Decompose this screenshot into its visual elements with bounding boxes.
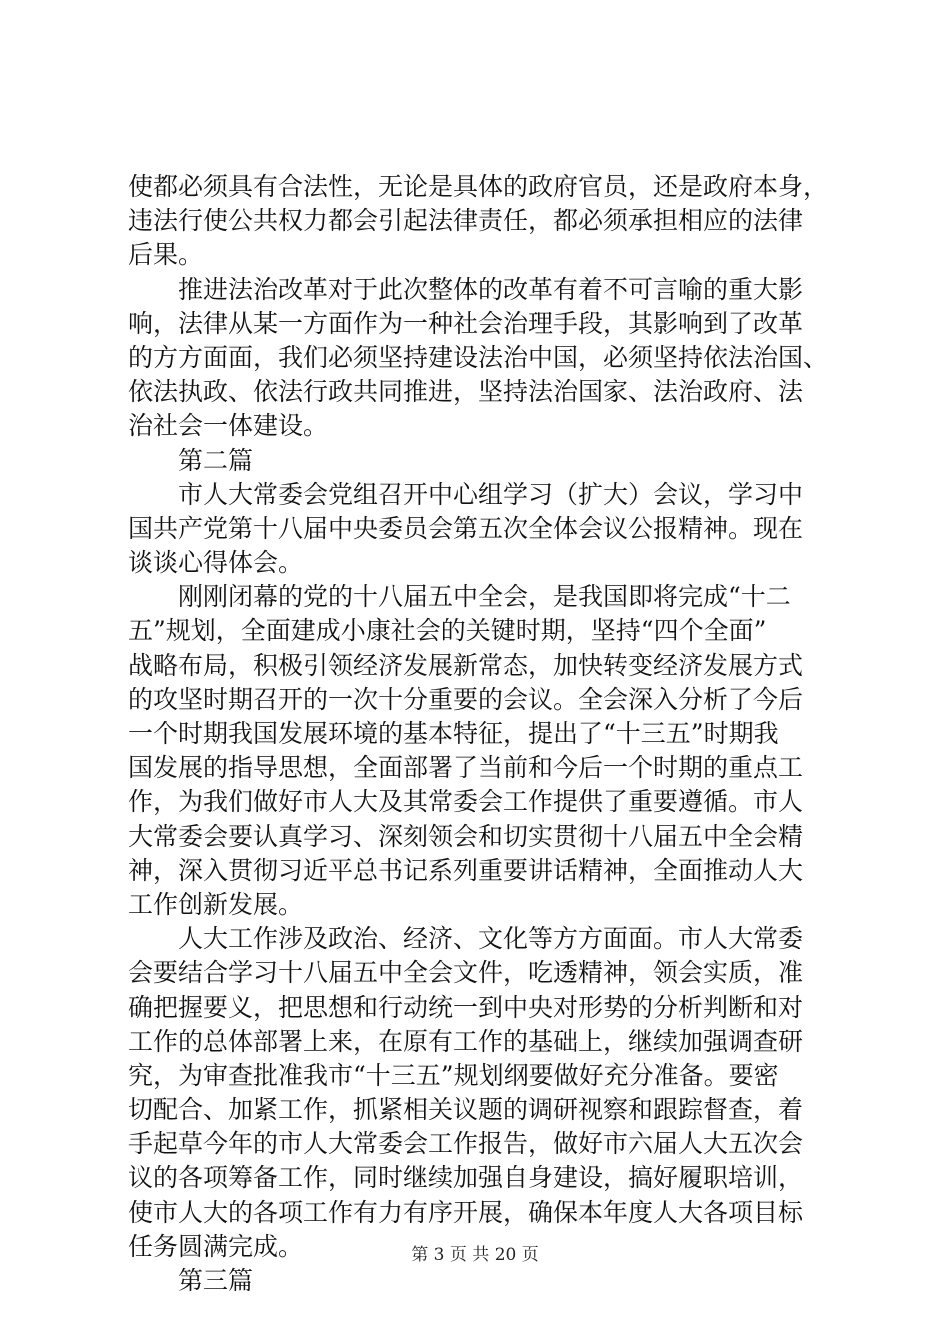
text-line: 治社会一体建设。 — [128, 411, 329, 441]
text-line: 后果。 — [128, 240, 204, 270]
page-footer: 第 3 页 共 20 页 — [411, 1245, 539, 1265]
text-line: 的攻坚时期召开的一次十分重要的会议。全会深入分析了今后 — [128, 684, 804, 714]
text-line: 战略布局，积极引领经济发展新常态，加快转变经济发展方式 — [128, 650, 804, 680]
text-line: 工作创新发展。 — [128, 889, 304, 919]
text-line: 五”规划，全面建成小康社会的关键时期，坚持“四个全面” — [128, 616, 767, 646]
text-line: 会要结合学习十八届五中全会文件，吃透精神，领会实质，准 — [128, 958, 804, 988]
text-line: 的方方面面，我们必须坚持建设法治中国，必须坚持依法治国、 — [128, 342, 829, 372]
text-line: 一个时期我国发展环境的基本特征，提出了“十三五”时期我 — [128, 719, 779, 748]
text-line: 国发展的指导思想，全面部署了当前和今后一个时期的重点工 — [128, 753, 804, 783]
document-body — [128, 170, 828, 1298]
text-line: 市人大常委会党组召开中心组学习（扩大）会议，学习中 — [178, 479, 804, 509]
text-line: 究，为审查批准我市“十三五”规划纲要做好充分准备。要密 — [128, 1060, 779, 1090]
text-line: 议的各项筹备工作，同时继续加强自身建设，搞好履职培训， — [128, 1163, 804, 1193]
text-line: 切配合、加紧工作，抓紧相关议题的调研视察和跟踪督查，着 — [128, 1095, 804, 1125]
text-line: 作，为我们做好市人大及其常委会工作提供了重要遵循。市人 — [128, 787, 804, 817]
text-line: 违法行使公共权力都会引起法律责任，都必须承担相应的法律 — [128, 206, 804, 236]
text-line: 确把握要义，把思想和行动统一到中央对形势的分析判断和对 — [128, 992, 804, 1022]
text-line: 大常委会要认真学习、深刻领会和切实贯彻十八届五中全会精 — [128, 821, 804, 851]
text-line: 刚刚闭幕的党的十八届五中全会，是我国即将完成“十二 — [178, 582, 791, 612]
text-line: 神，深入贯彻习近平总书记系列重要讲话精神，全面推动人大 — [128, 855, 804, 885]
text-line: 手起草今年的市人大常委会工作报告，做好市六届人大五次会 — [128, 1129, 804, 1159]
text-line: 国共产党第十八届中央委员会第五次全体会议公报精神。现在 — [128, 513, 804, 543]
text-line: 谈谈心得体会。 — [128, 548, 304, 578]
text-line: 使市人大的各项工作有力有序开展，确保本年度人大各项目标 — [128, 1197, 804, 1227]
text-line: 响，法律从某一方面作为一种社会治理手段，其影响到了改革 — [128, 308, 804, 338]
text-line: 第二篇 — [178, 445, 254, 475]
text-line: 人大工作涉及政治、经济、文化等方方面面。市人大常委 — [178, 924, 804, 954]
text-line: 推进法治改革对于此次整体的改革有着不可言喻的重大影 — [178, 274, 804, 304]
text-line: 工作的总体部署上来，在原有工作的基础上，继续加强调查研 — [128, 1026, 804, 1056]
text-line: 依法执政、依法行政共同推进，坚持法治国家、法治政府、法 — [128, 377, 804, 407]
text-line: 使都必须具有合法性，无论是具体的政府官员，还是政府本身， — [128, 172, 829, 201]
text-line: 第三篇 — [178, 1266, 254, 1295]
text-line: 任务圆满完成。 — [128, 1231, 304, 1261]
